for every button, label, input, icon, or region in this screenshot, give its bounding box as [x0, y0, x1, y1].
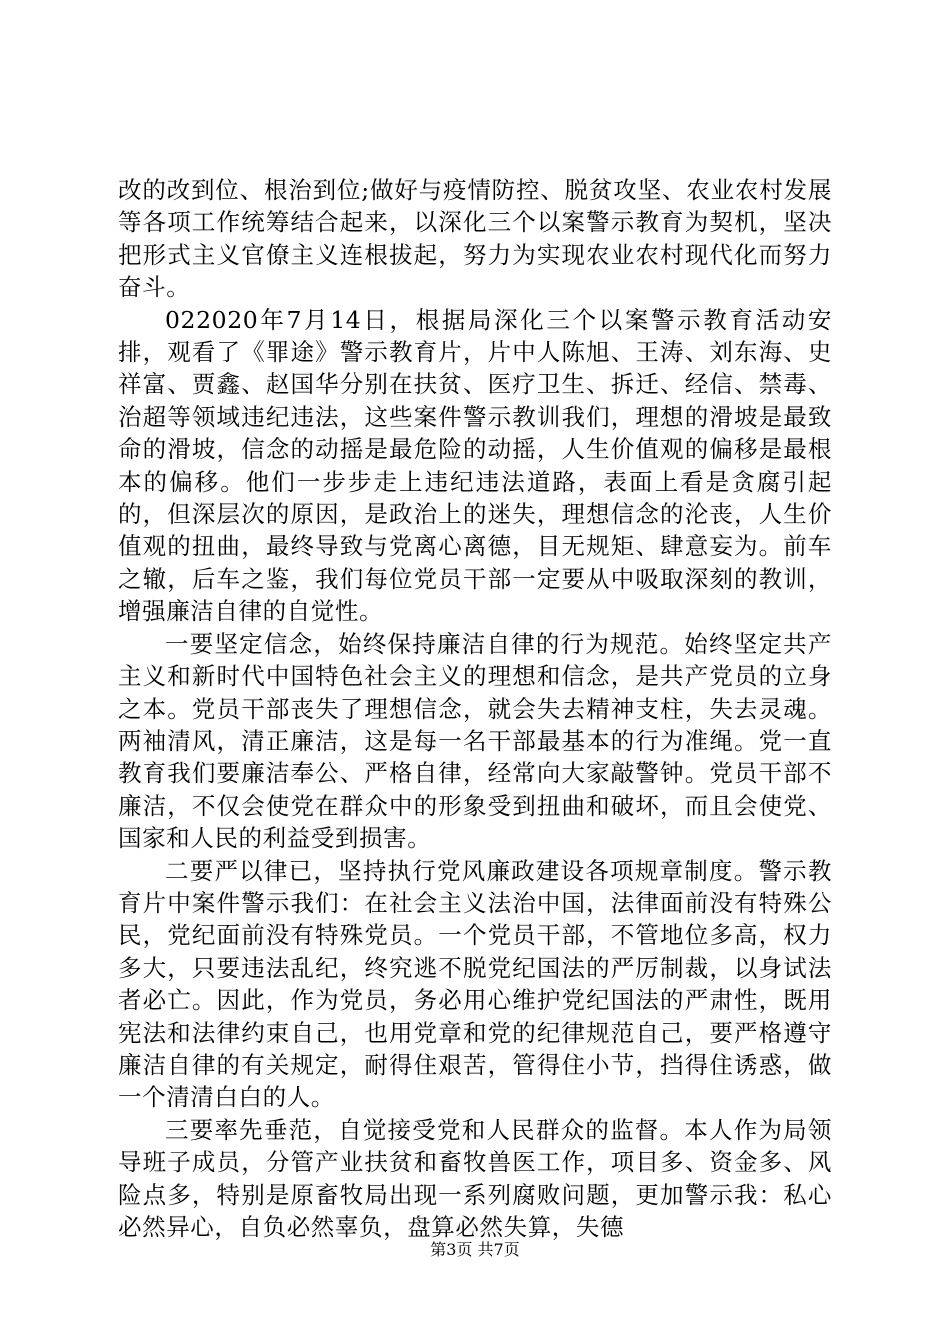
- page-number-footer: 第3页 共7页: [430, 1240, 520, 1259]
- paragraph-point-one: 一要坚定信念，始终保持廉洁自律的行为规范。始终坚定共产主义和新时代中国特色社会主义的理想和信念，是共产党员的立身之本。党员干部丧失了理想信念，就会失去精神支柱，失去灵魂。两袖清风，清正廉洁，这是每一名干部最基本的行为准绳。党一直教育我们要廉洁奉公、严格自律，经常向大家敲警钟。党员干部不廉洁，不仅会使党在群众中的形象受到扭曲和破坏，而且会使党、国家和人民的利益受到损害。: [118, 629, 832, 853]
- paragraph-continuation: 改的改到位、根治到位;做好与疫情防控、脱贫攻坚、农业农村发展等各项工作统筹结合起来，以深化三个以案警示教育为契机，坚决把形式主义官僚主义连根拔起，努力为实现农业农村现代化而努力奋斗。: [118, 176, 832, 302]
- document-body: [118, 174, 832, 1243]
- paragraph-viewing-summary: 022020年7月14日，根据局深化三个以案警示教育活动安排，观看了《罪途》警示教育片，片中人陈旭、王涛、刘东海、史祥富、贾鑫、赵国华分别在扶贫、医疗卫生、拆迁、经信、禁毒、治超等领域违纪违法，这些案件警示教训我们，理想的滑坡是最致命的滑坡，信念的动摇是最危险的动摇，人生价值观的偏移是最根本的偏移。他们一步步走上违纪违法道路，表面上看是贪腐引起的，但深层次的原因，是政治上的迷失，理想信念的沦丧，人生价值观的扭曲，最终导致与党离心离德，目无规矩、肆意妄为。前车之辙，后车之鉴，我们每位党员干部一定要从中吸取深刻的教训，增强廉洁自律的自觉性。: [118, 305, 832, 626]
- paragraph-point-two: 二要严以律已，坚持执行党风廉政建设各项规章制度。警示教育片中案件警示我们：在社会主义法治中国，法律面前没有特殊公民，党纪面前没有特殊党员。一个党员干部，不管地位多高，权力多大，只要违法乱纪，终究逃不脱党纪国法的严厉制裁，以身试法者必亡。因此，作为党员，务必用心维护党纪国法的严肃性，既用宪法和法律约束自己，也用党章和党的纪律规范自己，要严格遵守廉洁自律的有关规定，耐得住艰苦，管得住小节，挡得住诱惑，做一个清清白白的人。: [118, 856, 832, 1112]
- paragraph-point-three: 三要率先垂范，自觉接受党和人民群众的监督。本人作为局领导班子成员，分管产业扶贫和畜牧兽医工作，项目多、资金多、风险点多，特别是原畜牧局出现一系列腐败问题，更加警示我：私心必然异心，自负必然辜负，盘算必然失算，失德: [118, 1115, 832, 1241]
